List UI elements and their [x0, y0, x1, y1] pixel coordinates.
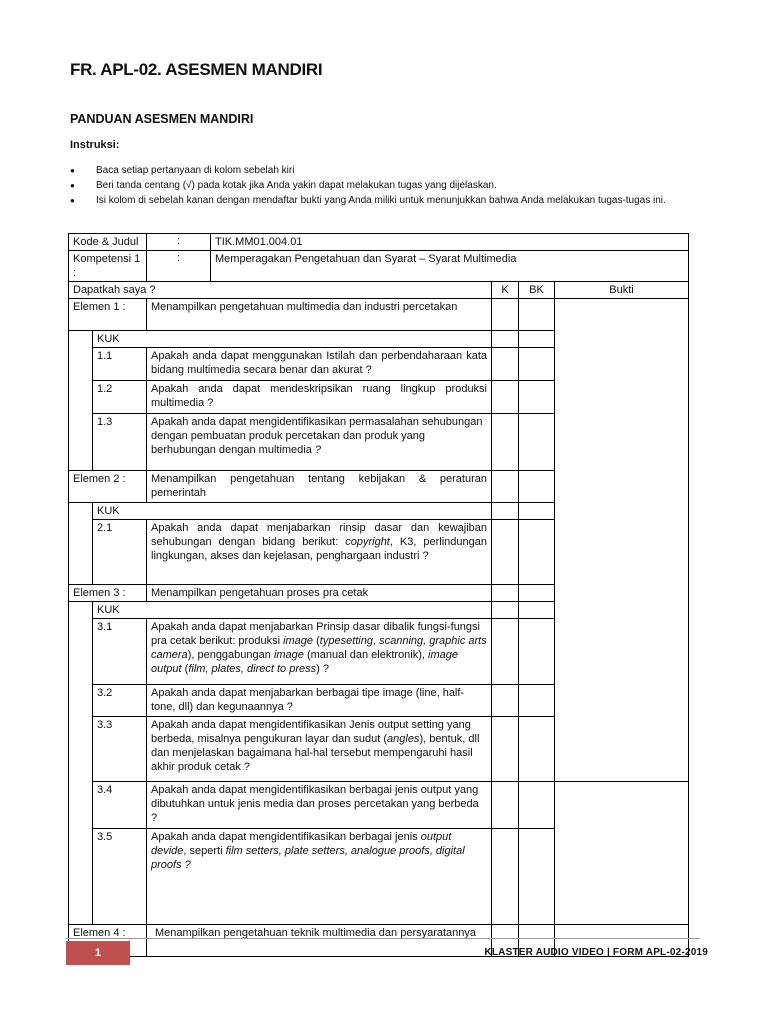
kuk-number: 1.1 [93, 348, 147, 381]
checkbox-bk[interactable] [519, 520, 555, 585]
elemen-1-text: Menampilkan pengetahuan multimedia dan industri percetakan [147, 299, 492, 331]
bukti-field[interactable] [555, 299, 689, 782]
checkbox-k[interactable] [492, 381, 519, 414]
checkbox-bk[interactable] [519, 619, 555, 685]
checkbox-k[interactable] [492, 585, 519, 602]
elemen-4-text: Menampilkan pengetahuan teknik multimedia dan persyaratannya [147, 925, 492, 957]
checkbox-bk[interactable] [519, 331, 555, 348]
page-number: 1 [66, 941, 130, 965]
kuk-question: Apakah anda dapat menjabarkan rinsip dasar dan kewajiban sehubungan dengan bidang berikut: copyright, K3, perlindungan lingkungan, akses dan kejelasan, penghargaan industri ? [147, 520, 492, 585]
kuk-question: Apakah anda dapat mengidentifikasikan berbagai jenis output devide, seperti film setters, plate setters, analogue proofs, digital proofs ? [147, 829, 492, 925]
checkbox-k[interactable] [492, 619, 519, 685]
kuk-number: 1.3 [93, 414, 147, 471]
elemen-1-label: Elemen 1 : [69, 299, 147, 331]
checkbox-bk[interactable] [519, 348, 555, 381]
elemen-3-label: Elemen 3 : [69, 585, 147, 602]
kuk-label: KUK [93, 602, 492, 619]
footer-divider [66, 938, 700, 939]
kode-label: Kode & Judul [69, 234, 147, 251]
checkbox-bk[interactable] [519, 299, 555, 331]
instruction-item: ● Baca setiap pertanyaan di kolom sebelah kiri [70, 163, 666, 178]
question-header: Dapatkah saya ? [69, 282, 492, 299]
kuk-number: 3.4 [93, 782, 147, 829]
checkbox-k[interactable] [492, 414, 519, 471]
colon: : [147, 234, 211, 251]
kuk-label: KUK [93, 331, 492, 348]
checkbox-bk[interactable] [519, 471, 555, 503]
elemen-3-text: Menampilkan pengetahuan proses pra cetak [147, 585, 492, 602]
colon: : [147, 251, 211, 282]
checkbox-k[interactable] [492, 520, 519, 585]
instructions-heading: Instruksi: [70, 139, 120, 151]
column-bukti-header: Bukti [555, 282, 689, 299]
checkbox-k[interactable] [492, 299, 519, 331]
kuk-question: Apakah anda dapat menjabarkan berbagai tipe image (line, half-tone, dll) dan kegunaannya ? [147, 685, 492, 717]
checkbox-k[interactable] [492, 829, 519, 925]
column-k-header: K [492, 282, 519, 299]
instruction-item: ● Beri tanda centang (√) pada kotak jika Anda yakin dapat melakukan tugas yang dijelaskan. [70, 178, 666, 193]
kuk-question: Apakah anda dapat mengidentifikasikan Jenis output setting yang berbeda, misalnya pengukuran layar dan sudut (angles), bentuk, dll dan menjelaskan bagaimana hal-hal tersebut mempengaruhi hasil akhir produk cetak ? [147, 717, 492, 782]
kompetensi-label: Kompetensi 1 : [69, 251, 147, 282]
checkbox-k[interactable] [492, 503, 519, 520]
checkbox-k[interactable] [492, 717, 519, 782]
kuk-number: 2.1 [93, 520, 147, 585]
checkbox-bk[interactable] [519, 717, 555, 782]
checkbox-bk[interactable] [519, 829, 555, 925]
instructions-list [70, 163, 666, 208]
kuk-question: Apakah anda dapat menggunakan Istilah dan perbendaharaan kata bidang multimedia secara benar dan akurat ? [147, 348, 492, 381]
kuk-number: 1.2 [93, 381, 147, 414]
kuk-question: Apakah anda dapat mengidentifikasikan berbagai jenis output yang dibutuhkan untuk jenis media dan proses percetakan yang berbeda ? [147, 782, 492, 829]
checkbox-bk[interactable] [519, 503, 555, 520]
kuk-number: 3.3 [93, 717, 147, 782]
kuk-question: Apakah anda dapat mengidentifikasikan permasalahan sehubungan dengan pembuatan produk percetakan dan produk yang berhubungan dengan multimedia ? [147, 414, 492, 471]
checkbox-bk[interactable] [519, 782, 555, 829]
checkbox-k[interactable] [492, 348, 519, 381]
checkbox-k[interactable] [492, 471, 519, 503]
kuk-number: 3.2 [93, 685, 147, 717]
checkbox-bk[interactable] [519, 414, 555, 471]
elemen-2-text: Menampilkan pengetahuan tentang kebijakan & peraturan pemerintah [147, 471, 492, 503]
checkbox-bk[interactable] [519, 602, 555, 619]
instruction-item: ● Isi kolom di sebelah kanan dengan mendaftar bukti yang Anda miliki untuk menunjukkan bahwa Anda melakukan tugas-tugas ini. [70, 193, 666, 208]
checkbox-bk[interactable] [519, 685, 555, 717]
kompetensi-value: Memperagakan Pengetahuan dan Syarat – Syarat Multimedia [211, 251, 689, 282]
checkbox-k[interactable] [492, 685, 519, 717]
section-subtitle: PANDUAN ASESMEN MANDIRI [70, 112, 254, 126]
kuk-number: 3.5 [93, 829, 147, 925]
page-title: FR. APL-02. ASESMEN MANDIRI [70, 60, 323, 79]
footer-text: KLASTER AUDIO VIDEO | FORM APL-02-2019 [484, 947, 708, 958]
kuk-label: KUK [93, 503, 492, 520]
checkbox-k[interactable] [492, 602, 519, 619]
checkbox-k[interactable] [492, 782, 519, 829]
column-bk-header: BK [519, 282, 555, 299]
elemen-4-label: Elemen 4 : [69, 925, 147, 957]
checkbox-bk[interactable] [519, 381, 555, 414]
kuk-question: Apakah anda dapat menjabarkan Prinsip dasar dibalik fungsi-fungsi pra cetak berikut: produksi image (typesetting, scanning, graphic arts camera), penggabungan image (manual dan elektronik), image output (film, plates, direct to press) ? [147, 619, 492, 685]
elemen-2-label: Elemen 2 : [69, 471, 147, 503]
checkbox-bk[interactable] [519, 585, 555, 602]
checkbox-k[interactable] [492, 331, 519, 348]
kuk-number: 3.1 [93, 619, 147, 685]
assessment-table [68, 233, 689, 957]
kode-value: TIK.MM01.004.01 [211, 234, 689, 251]
kuk-question: Apakah anda dapat mendeskripsikan ruang lingkup produksi multimedia ? [147, 381, 492, 414]
